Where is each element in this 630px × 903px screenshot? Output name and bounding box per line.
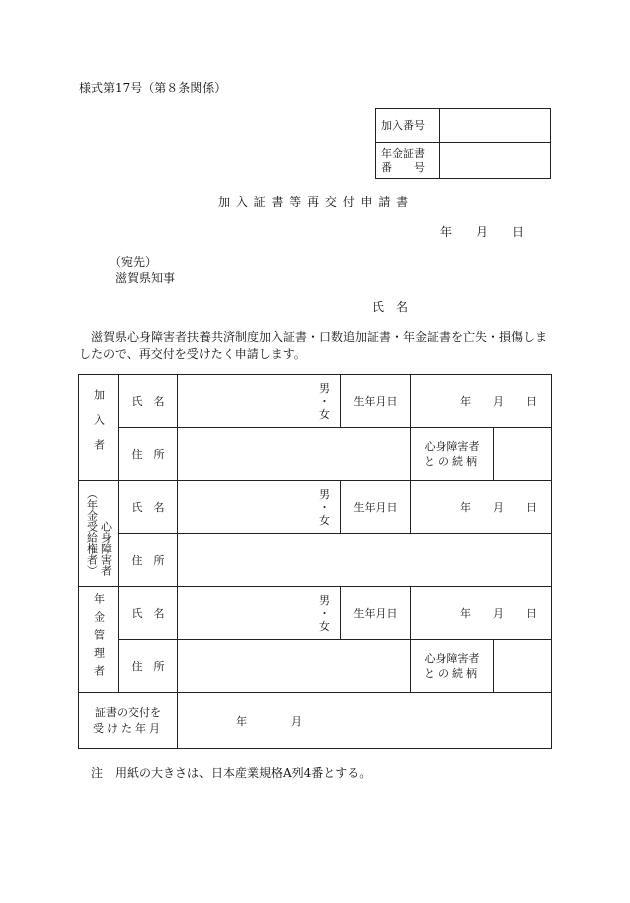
manager-address-field[interactable] [178, 640, 411, 693]
enrollee-name-field[interactable] [178, 375, 341, 428]
recipient-birthdate-field[interactable]: 年 月 日 [411, 481, 552, 534]
section-recipient-paren: （年金受給権者） [85, 488, 99, 576]
enrollee-relation-label [411, 428, 494, 481]
sex-male: 男 [319, 381, 330, 395]
section-manager-label: 年金管理者 [92, 593, 106, 683]
paper-size-note: 注 用紙の大きさは、日本産業規格A列4番とする。 [91, 766, 372, 780]
addressee-name: 滋賀県知事 [115, 271, 176, 285]
sex-female: 女 [319, 619, 330, 633]
section-enrollee [79, 375, 119, 481]
sex-male: 男 [319, 593, 330, 607]
issue-date-field[interactable]: 年 月 [178, 693, 552, 749]
section-recipient [79, 481, 119, 587]
sex-male: 男 [319, 487, 330, 501]
enrollment-number-field[interactable] [440, 109, 551, 143]
recipient-birthdate-label: 生年月日 [341, 481, 411, 534]
manager-birthdate-label: 生年月日 [341, 587, 411, 640]
applicant-name-label: 氏 名 [372, 300, 409, 314]
relation-line2: との続柄 [424, 667, 480, 680]
issue-label-line2: 受けた年月 [93, 721, 163, 735]
relation-line2: との続柄 [424, 455, 480, 468]
enrollee-birthdate-label: 生年月日 [341, 375, 411, 428]
section-recipient-label: 心身障害者 [99, 521, 113, 576]
recipient-name-label: 氏 名 [119, 481, 178, 534]
recipient-address-label: 住 所 [119, 534, 178, 587]
enrollee-address-label: 住 所 [119, 428, 178, 481]
manager-relation-label [411, 640, 494, 693]
enrollee-name-label: 氏 名 [119, 375, 178, 428]
form-number: 様式第17号（第８条関係） [79, 81, 227, 95]
manager-name-field[interactable] [178, 587, 341, 640]
issue-date-label [79, 693, 178, 749]
relation-line1: 心身障害者 [424, 440, 480, 453]
section-manager [79, 587, 119, 693]
recipient-address-field[interactable] [178, 534, 552, 587]
manager-relation-field[interactable] [494, 640, 552, 693]
body-text-line1: 滋賀県心身障害者扶養共済制度加入証書・口数追加証書・年金証書を亡失・損傷しま [91, 330, 548, 344]
body-text-line2: したので、再交付を受けたく申請します。 [79, 347, 306, 361]
sex-dot: ・ [319, 500, 330, 514]
addressee-prefix: （宛先） [109, 255, 158, 269]
sex-female: 女 [319, 407, 330, 421]
recipient-name-field[interactable] [178, 481, 341, 534]
enrollee-relation-field[interactable] [494, 428, 552, 481]
number-box [375, 108, 551, 179]
sex-female: 女 [319, 513, 330, 527]
enrollment-number-label: 加入番号 [376, 109, 440, 143]
sex-dot: ・ [319, 606, 330, 620]
document-title: 加 入 証 書 等 再 交 付 申 請 書 [218, 195, 410, 209]
manager-birthdate-field[interactable]: 年 月 日 [411, 587, 552, 640]
certificate-number-label-line2: 番 号 [381, 160, 425, 174]
issue-label-line1: 証書の交付を [95, 705, 161, 719]
manager-name-label: 氏 名 [119, 587, 178, 640]
sex-dot: ・ [319, 394, 330, 408]
application-date[interactable]: 年 月 日 [440, 225, 525, 239]
enrollee-address-field[interactable] [178, 428, 411, 481]
section-enrollee-label: 加入者 [92, 388, 106, 464]
certificate-number-label [376, 143, 440, 179]
relation-line1: 心身障害者 [424, 652, 480, 665]
certificate-number-label-line1: 年金証書 [381, 146, 425, 160]
application-table [78, 374, 552, 749]
enrollee-birthdate-field[interactable]: 年 月 日 [411, 375, 552, 428]
certificate-number-field[interactable] [440, 143, 551, 179]
manager-address-label: 住 所 [119, 640, 178, 693]
